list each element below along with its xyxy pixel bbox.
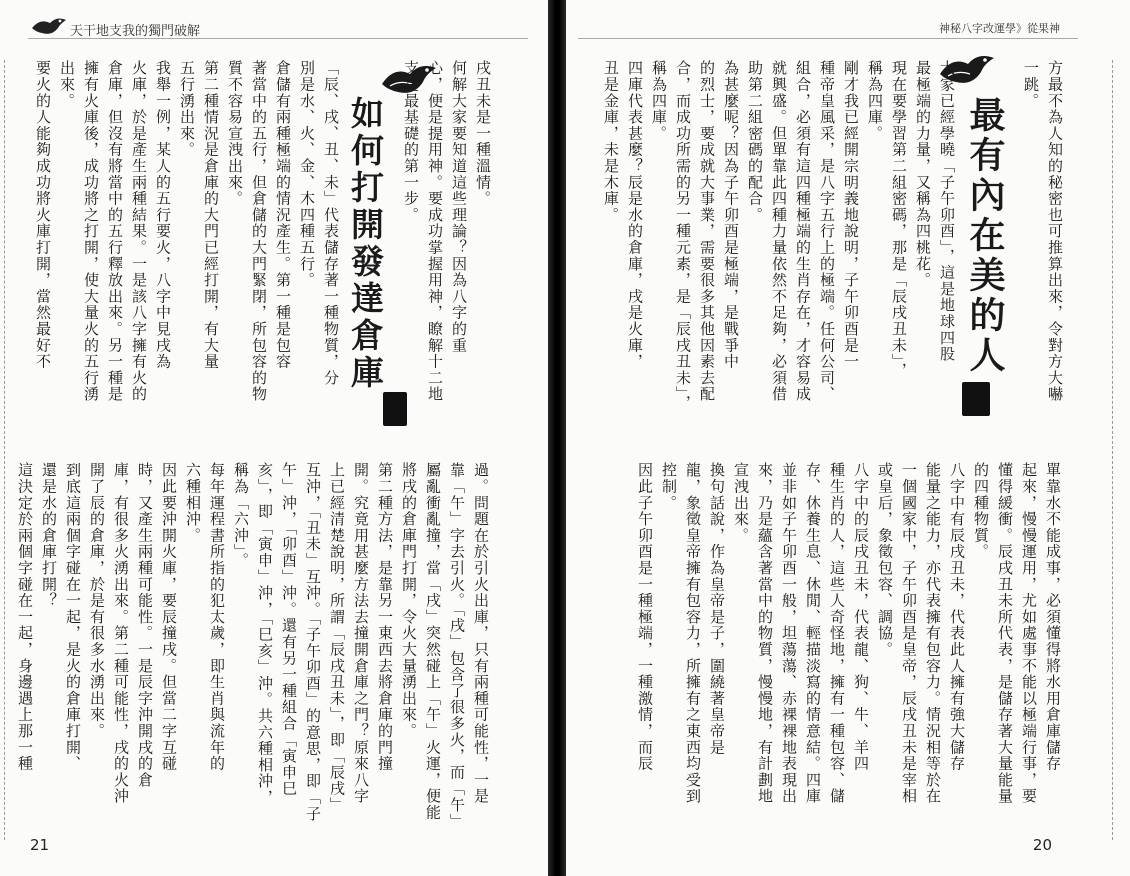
text-column: 午」沖，「卯酉」沖。還有另一種組合「寅申巳 — [280, 462, 298, 797]
text-column: 合，而成功所需的另一種元素，是「辰戌丑未」， — [674, 60, 692, 412]
bird-logo-icon — [30, 14, 68, 38]
text-column: 為甚麼呢？因為子午卯酉是極端，是戰爭中 — [722, 60, 740, 370]
text-column: 或皇后，象徵包容、調協。 — [876, 462, 894, 658]
left-upper-columns — [30, 60, 490, 455]
text-column: 倉庫，但沒有將當中的五行釋放出來。另一種是 — [106, 60, 124, 403]
text-column: 起來，慢慢運用，尤如處事不能以極端行事，要 — [1020, 462, 1038, 805]
text-column: 開了辰的倉庫，於是有很多水湧出來。 — [88, 462, 106, 740]
book-spine — [548, 0, 566, 876]
text-column: 第二種情況是倉庫的大門已經打開，有大量 — [202, 60, 220, 370]
text-column: 五行湧出來。 — [178, 60, 196, 158]
text-column: 要火的人能夠成功將火庫打開，當然最好不 — [34, 60, 52, 370]
text-column: 開。究竟用甚麼方法去撞開倉庫之門？原來八字 — [352, 462, 370, 805]
text-column: 何解大家要知道這些理論？因為八字的重 — [450, 60, 468, 354]
text-column: 控制。 — [660, 462, 678, 511]
text-column: 靠「午」字去引火。「戌」包含了很多火，而「午」 — [448, 462, 466, 830]
text-column: 四庫代表甚麼？辰是水的倉庫，戌是火庫， — [626, 60, 644, 370]
section-title: 如何打開發達倉庫 — [346, 96, 385, 392]
text-column: 換句話說，作為皇帝是子，圍繞著皇帝是 — [708, 462, 726, 756]
right-page — [566, 0, 1130, 876]
text-column: 種帝皇風采，是八字五行上的極端。任何公司、 — [818, 60, 836, 403]
right-upper-columns — [598, 60, 1062, 455]
text-column: 來，乃是蘊含著當中的物質，慢慢地，有計劃地 — [756, 462, 774, 805]
section-title: 最有內在美的人 — [964, 96, 1005, 376]
page-number-left: 21 — [30, 836, 50, 854]
text-column: 種生肖的人，這些人奇怪地，擁有一種包容、儲 — [828, 462, 846, 805]
right-lower-columns — [632, 462, 1060, 832]
text-column: 擁有火庫後，成功將之打開，使大量火的五行湧 — [82, 60, 100, 403]
text-column: 因此子午卯酉是一種極端，一種激情，而辰 — [636, 462, 654, 772]
text-column: 丑是金庫，未是木庫。 — [602, 60, 620, 223]
page-number-right: 20 — [1032, 836, 1052, 854]
text-column: 單靠水不能成事，必須懂得將水用倉庫儲存 — [1044, 462, 1062, 772]
chapter-header: 神秘八字改運學》從果神 — [939, 22, 1060, 35]
text-column: 火庫，於是產生兩種結果。一是該八字擁有火的 — [130, 60, 148, 403]
text-column: 一跳。 — [1022, 60, 1040, 109]
text-column: 到底這兩個字碰在一起，是火的倉庫打開、 — [64, 462, 82, 772]
text-column: 著當中的五行，但倉儲的大門緊閉，所包容的物 — [250, 60, 268, 403]
text-column: 一個國家中，子午卯酉是皇帝，辰戌丑未是宰相 — [900, 462, 918, 805]
text-column: 存、休養生息、休閒、輕描淡寫的情意結。四庫 — [804, 462, 822, 805]
text-column: 助第二組密碼的配合。 — [746, 60, 764, 223]
text-column: 屬亂衝亂撞，當「戌」突然碰上「午」火運，便能 — [424, 462, 442, 821]
header-rule — [28, 38, 528, 39]
text-column: 現在要學習第二組密碼，那是「辰戌丑未」， — [890, 60, 908, 379]
text-column: 第二種方法，是靠另一東西去將倉庫的門撞 — [376, 462, 394, 772]
text-column: 的烈士，要成就大事業，需要很多其他因素去配 — [698, 60, 716, 403]
text-column: 龍，象徵皇帝擁有包容力，所擁有之東西均受到 — [684, 462, 702, 805]
column-gap — [1006, 60, 1014, 455]
text-column: 因此要沖開火庫，要辰撞戌。但當二字互碰 — [160, 462, 178, 772]
text-column: 過。問題在於引火出庫，只有兩種可能性，一是 — [472, 462, 490, 805]
text-column: 每年運程書所指的犯太歲，即生肖與流年的 — [208, 462, 226, 772]
column-gap — [386, 60, 394, 455]
text-column: 出來。 — [58, 60, 76, 109]
text-column: 支是最基礎的第一步。 — [402, 60, 420, 223]
text-column: 別是水、火、金、木四種五行。 — [298, 60, 316, 289]
text-column: 時，又產生兩種可能性。一是辰字沖開戌的倉 — [136, 462, 154, 788]
text-column: 大家已經學曉「子午卯酉」，這是地球四股 — [938, 60, 956, 363]
page-edge-line — [4, 60, 5, 840]
text-column: 八字中有辰戌丑未，代表此人擁有強大儲存 — [948, 462, 966, 772]
text-column: 互沖，「丑未」互沖。「子午卯酉」的意思，即「子 — [304, 462, 322, 822]
text-column: 稱為「六沖」。 — [232, 462, 250, 569]
text-column: 八字中的辰戌丑未，代表龍、狗、牛、羊四 — [852, 462, 870, 772]
header-rule — [578, 38, 1078, 39]
text-column: 戌丑未是一種溫情。 — [474, 60, 492, 207]
text-column: 就興盛。但單靠此四種力量依然不足夠，必須借 — [770, 60, 788, 403]
left-page — [0, 0, 548, 876]
page-edge-line — [1112, 60, 1113, 840]
text-column: 懂得緩衝。辰戌丑未所代表，是儲存著大量能量 — [996, 462, 1014, 805]
text-column: 方最不為人知的秘密也可推算出來，令對方大嚇 — [1046, 60, 1064, 403]
text-column: 我舉一例，某人的五行要火，八字中見戌為 — [154, 60, 172, 370]
text-column: 宣洩出來。 — [732, 462, 750, 544]
text-column: 倉儲有兩種極端的情況產生。第一種是包容 — [274, 60, 292, 370]
text-column: 心，便是提用神。要成功掌握用神，瞭解十二地 — [426, 60, 444, 403]
text-column: 將戌的倉庫門打開，令火大量湧出來。 — [400, 462, 418, 740]
text-column: 並非如子午卯酉一般，坦蕩蕩、赤裸裸地表現出 — [780, 462, 798, 805]
text-column: 質不容易宣洩出來。 — [226, 60, 244, 207]
text-column: 剛才我已經開宗明義地說明，子午卯酉是一 — [842, 60, 860, 370]
text-column: 六種相沖。 — [184, 462, 202, 544]
text-column: 這決定於兩個字碰在一起，身邊遇上那一種 — [16, 462, 34, 772]
text-column: 組合，必須有這四種極端的生肖存在，才容易成 — [794, 60, 812, 403]
text-column: 最極端的力量，又稱為四桃花。 — [914, 60, 932, 289]
text-column: 能量之能力，亦代表擁有包容力。情況相等於在 — [924, 462, 942, 805]
text-column: 還是水的倉庫打開？ — [40, 462, 58, 609]
text-column: 稱為四庫。 — [650, 60, 668, 142]
book-title-header: 天干地支我的獨門破解 — [70, 24, 201, 39]
text-column: 上已經清楚說明，所謂「辰戌丑未」，即「辰戌」 — [328, 462, 346, 814]
left-lower-columns — [12, 462, 488, 832]
text-column: 稱為四庫。 — [866, 60, 884, 142]
text-column: 「辰、戌、丑、未」代表儲存著一種物質，分 — [322, 60, 340, 386]
text-column: 的四種物質。 — [972, 462, 990, 560]
text-column: 亥」，即「寅申」沖，「巳亥」沖。共六種相沖， — [256, 462, 274, 806]
text-column: 庫，有很多火湧出來。第二種可能性，戌的火沖 — [112, 462, 130, 805]
